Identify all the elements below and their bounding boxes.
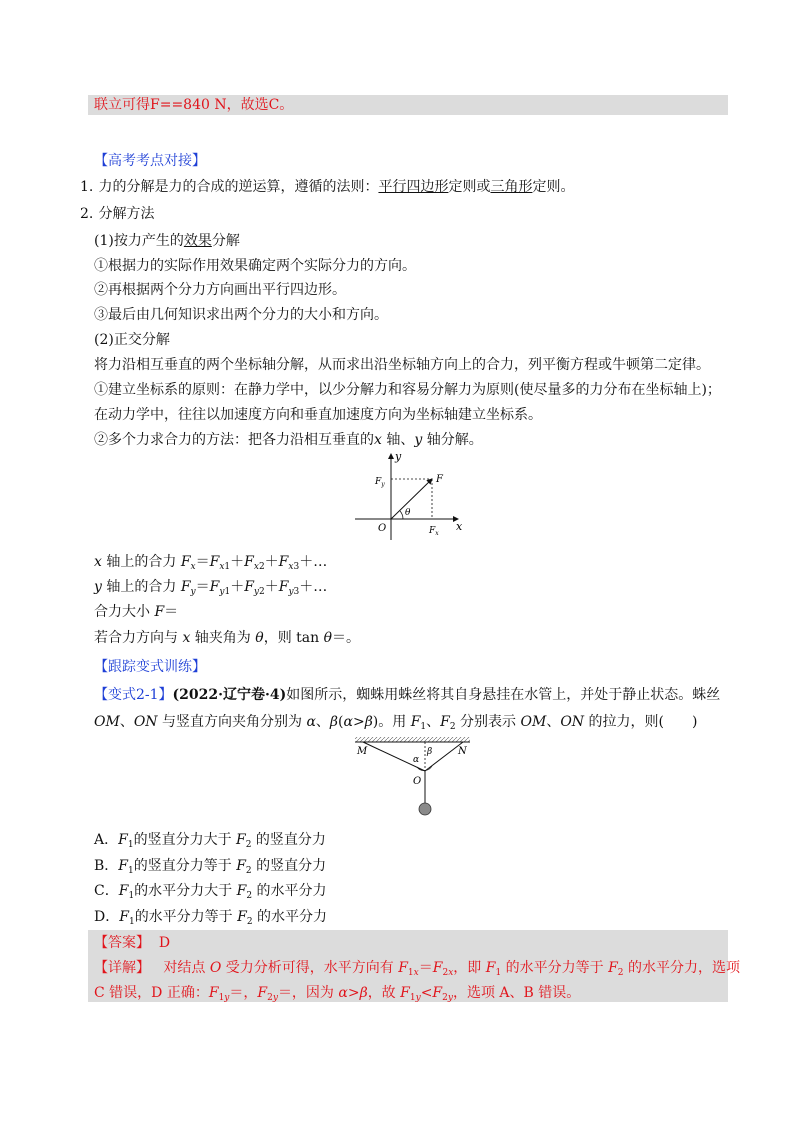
method1-step3: ③最后由几何知识求出两个分力的大小和方向。	[94, 307, 388, 323]
label-O: O	[378, 523, 387, 534]
label-M: M	[357, 746, 368, 757]
answer-line: 【答案】 D	[94, 935, 171, 951]
label-Fy: $F_y$	[375, 477, 385, 488]
option-B: B．$F_1$的竖直分力等于 $F_2$ 的竖直分力	[94, 858, 327, 876]
label-O2: O	[413, 776, 422, 787]
pipe-hatch	[355, 737, 470, 742]
spider-diagram	[355, 735, 475, 825]
option-C: C．$F_1$的水平分力大于 $F_2$ 的水平分力	[94, 883, 327, 901]
item-1: 1. 力的分解是力的合成的逆运算，遵循的法则：平行四边形定则或三角形定则。	[80, 179, 575, 195]
method1-title: (1)按力产生的效果分解	[94, 233, 240, 249]
label-alpha: α	[413, 755, 420, 765]
top-answer-text: 联立可得F==840 N，故选C。	[94, 97, 294, 113]
detail-line1: 【详解】 对结点 O 受力分析可得，水平方向有 $F_{1x}=F_{2x}$，即 $F_1$ 的水平分力等于 $F_2$ 的水平分力，选项	[94, 960, 740, 978]
problem-line1: 【变式2-1】(2022·辽宁卷·4)如图所示，蜘蛛用蛛丝将其自身悬挂在水管上，并处于静止状态。蛛丝	[94, 687, 721, 703]
method1-step1: ①根据力的实际作用效果确定两个实际分力的方向。	[94, 258, 416, 274]
label-N: N	[458, 746, 467, 757]
theta-arc	[400, 511, 403, 519]
section-follow-heading: 【跟踪变式训练】	[94, 659, 206, 675]
label-x: x	[456, 520, 463, 533]
method2-step1-line1: ①建立坐标系的原则：在静力学中，以少分解力和容易分解力为原则(使尽量多的力分布在坐标轴上)；	[94, 382, 721, 398]
formula-fx: x 轴上的合力 $F_x=F_{x1}+F_{x2}+F_{x3}+\dots$	[94, 554, 328, 572]
label-F: F	[436, 474, 443, 485]
option-A: A．$F_1$的竖直分力大于 $F_2$ 的竖直分力	[94, 832, 326, 850]
section-exam-heading: 【高考考点对接】	[94, 153, 206, 169]
method2-title: (2)正交分解	[94, 332, 170, 348]
method2-desc: 将力沿相互垂直的两个坐标轴分解，从而求出沿坐标轴方向上的合力，列平衡方程或牛顿第二定律。	[94, 357, 710, 373]
detail-line2: C 错误，D 正确：$F_{1y}=$，$F_{2y}=$，因为 α>β，故 $F_{1y}<F_{2y}$，选项 A、B 错误。	[94, 985, 581, 1003]
formula-fy: y 轴上的合力 $F_y=F_{y1}+F_{y2}+F_{y3}+\dots$	[94, 579, 328, 597]
force-vector	[391, 479, 432, 519]
label-y: y	[395, 450, 402, 463]
method1-step2: ②再根据两个分力方向画出平行四边形。	[94, 282, 346, 298]
problem-line2: OM、ON 与竖直方向夹角分别为 α、β(α>β)。用 $F_1$、$F_2$ 分别表示 OM、ON 的拉力，则( )	[94, 714, 698, 732]
method2-step1-line2: 在动力学中，往往以加速度方向和垂直加速度方向为坐标轴建立坐标系。	[94, 407, 542, 423]
label-beta: β	[427, 747, 433, 757]
orthogonal-diagram	[350, 450, 480, 550]
label-Fx: $F_x$	[429, 526, 439, 537]
option-D: D．$F_1$的水平分力等于 $F_2$ 的水平分力	[94, 909, 328, 927]
method2-step2: ②多个力求合力的方法：把各力沿相互垂直的x 轴、y 轴分解。	[94, 432, 483, 448]
label-theta: θ	[405, 508, 411, 518]
underline-parallelogram: 平行四边形	[378, 179, 449, 195]
formula-f: 合力大小 F＝	[94, 604, 179, 620]
formula-tan: 若合力方向与 x 轴夹角为 θ，则 tan θ＝。	[94, 630, 361, 646]
item-2: 2. 分解方法	[80, 206, 155, 222]
underline-triangle: 三角形	[490, 179, 533, 195]
spider-ball	[419, 803, 431, 815]
